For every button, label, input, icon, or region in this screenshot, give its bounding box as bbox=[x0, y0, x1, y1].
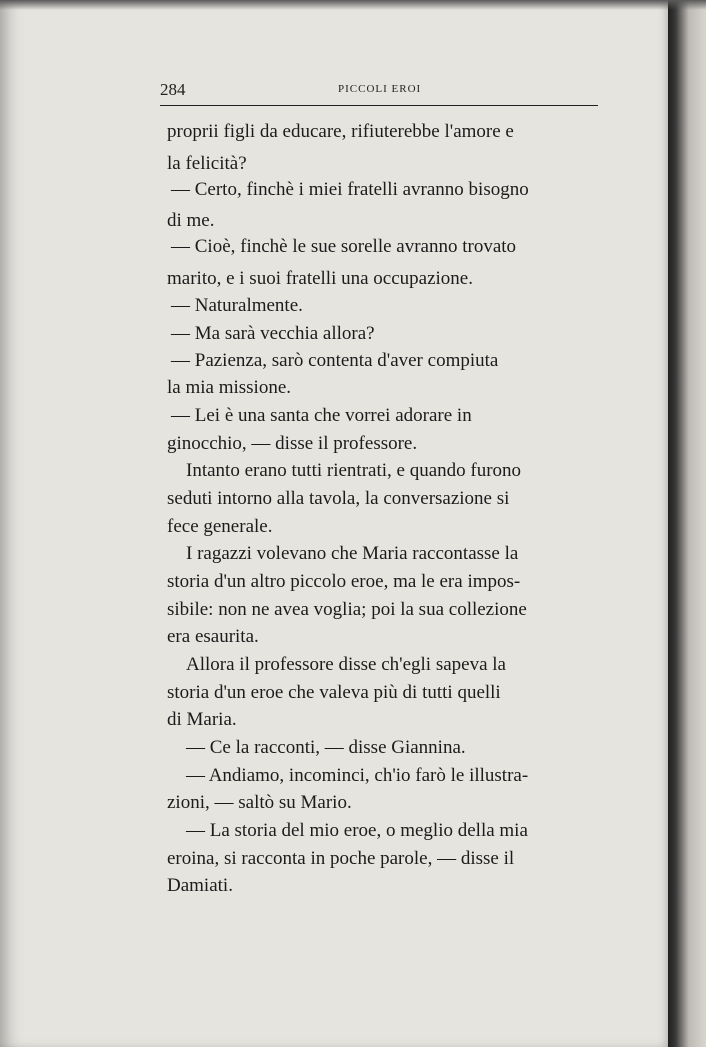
text-line: di me. bbox=[167, 210, 215, 231]
text-line: Intanto erano tutti rientrati, e quando furono bbox=[186, 460, 522, 481]
text-line: — Andiamo, incominci, ch'io farò le illustra- bbox=[186, 765, 529, 786]
text-line: — Pazienza, sarò contenta d'aver compiuta bbox=[171, 350, 499, 371]
text-line: marito, e i suoi fratelli una occupazione. bbox=[167, 268, 473, 289]
text-line: zioni, — saltò su Mario. bbox=[167, 792, 352, 813]
text-line: era esaurita. bbox=[167, 626, 259, 647]
running-title: PICCOLI EROI bbox=[338, 83, 422, 95]
top-edge-shadow bbox=[0, 0, 706, 10]
text-line: Damiati. bbox=[167, 875, 233, 896]
text-line: sibile: non ne avea voglia; poi la sua collezione bbox=[167, 599, 527, 620]
text-line: I ragazzi volevano che Maria raccontasse la bbox=[186, 543, 519, 564]
text-line: — Ma sarà vecchia allora? bbox=[171, 323, 375, 344]
text-line: — Certo, finchè i miei fratelli avranno bisogno bbox=[171, 179, 529, 200]
text-line: — Ce la racconti, — disse Giannina. bbox=[186, 737, 466, 758]
page-edge-shadow bbox=[668, 0, 706, 1047]
text-line: ginocchio, — disse il professore. bbox=[167, 433, 418, 454]
page-number: 284 bbox=[160, 80, 186, 99]
text-line: seduti intorno alla tavola, la conversazione si bbox=[167, 488, 510, 509]
text-line: proprii figli da educare, rifiuterebbe l'amore e bbox=[167, 121, 514, 142]
text-line: la mia missione. bbox=[167, 377, 292, 398]
text-line: di Maria. bbox=[167, 709, 237, 730]
text-line: — Cioè, finchè le sue sorelle avranno trovato bbox=[171, 236, 517, 257]
text-line: Allora il professore disse ch'egli sapeva la bbox=[186, 654, 506, 675]
text-line: — Naturalmente. bbox=[171, 295, 303, 316]
text-line: — Lei è una santa che vorrei adorare in bbox=[171, 405, 472, 426]
text-line: eroina, si racconta in poche parole, — disse il bbox=[167, 848, 515, 869]
text-line: storia d'un altro piccolo eroe, ma le era impos- bbox=[167, 571, 521, 592]
page-header bbox=[160, 80, 600, 102]
text-line: fece generale. bbox=[167, 516, 273, 537]
header-rule bbox=[160, 105, 598, 106]
text-line: la felicità? bbox=[167, 153, 247, 174]
text-line: — La storia del mio eroe, o meglio della mia bbox=[186, 820, 528, 841]
text-line: storia d'un eroe che valeva più di tutti quelli bbox=[167, 682, 501, 703]
